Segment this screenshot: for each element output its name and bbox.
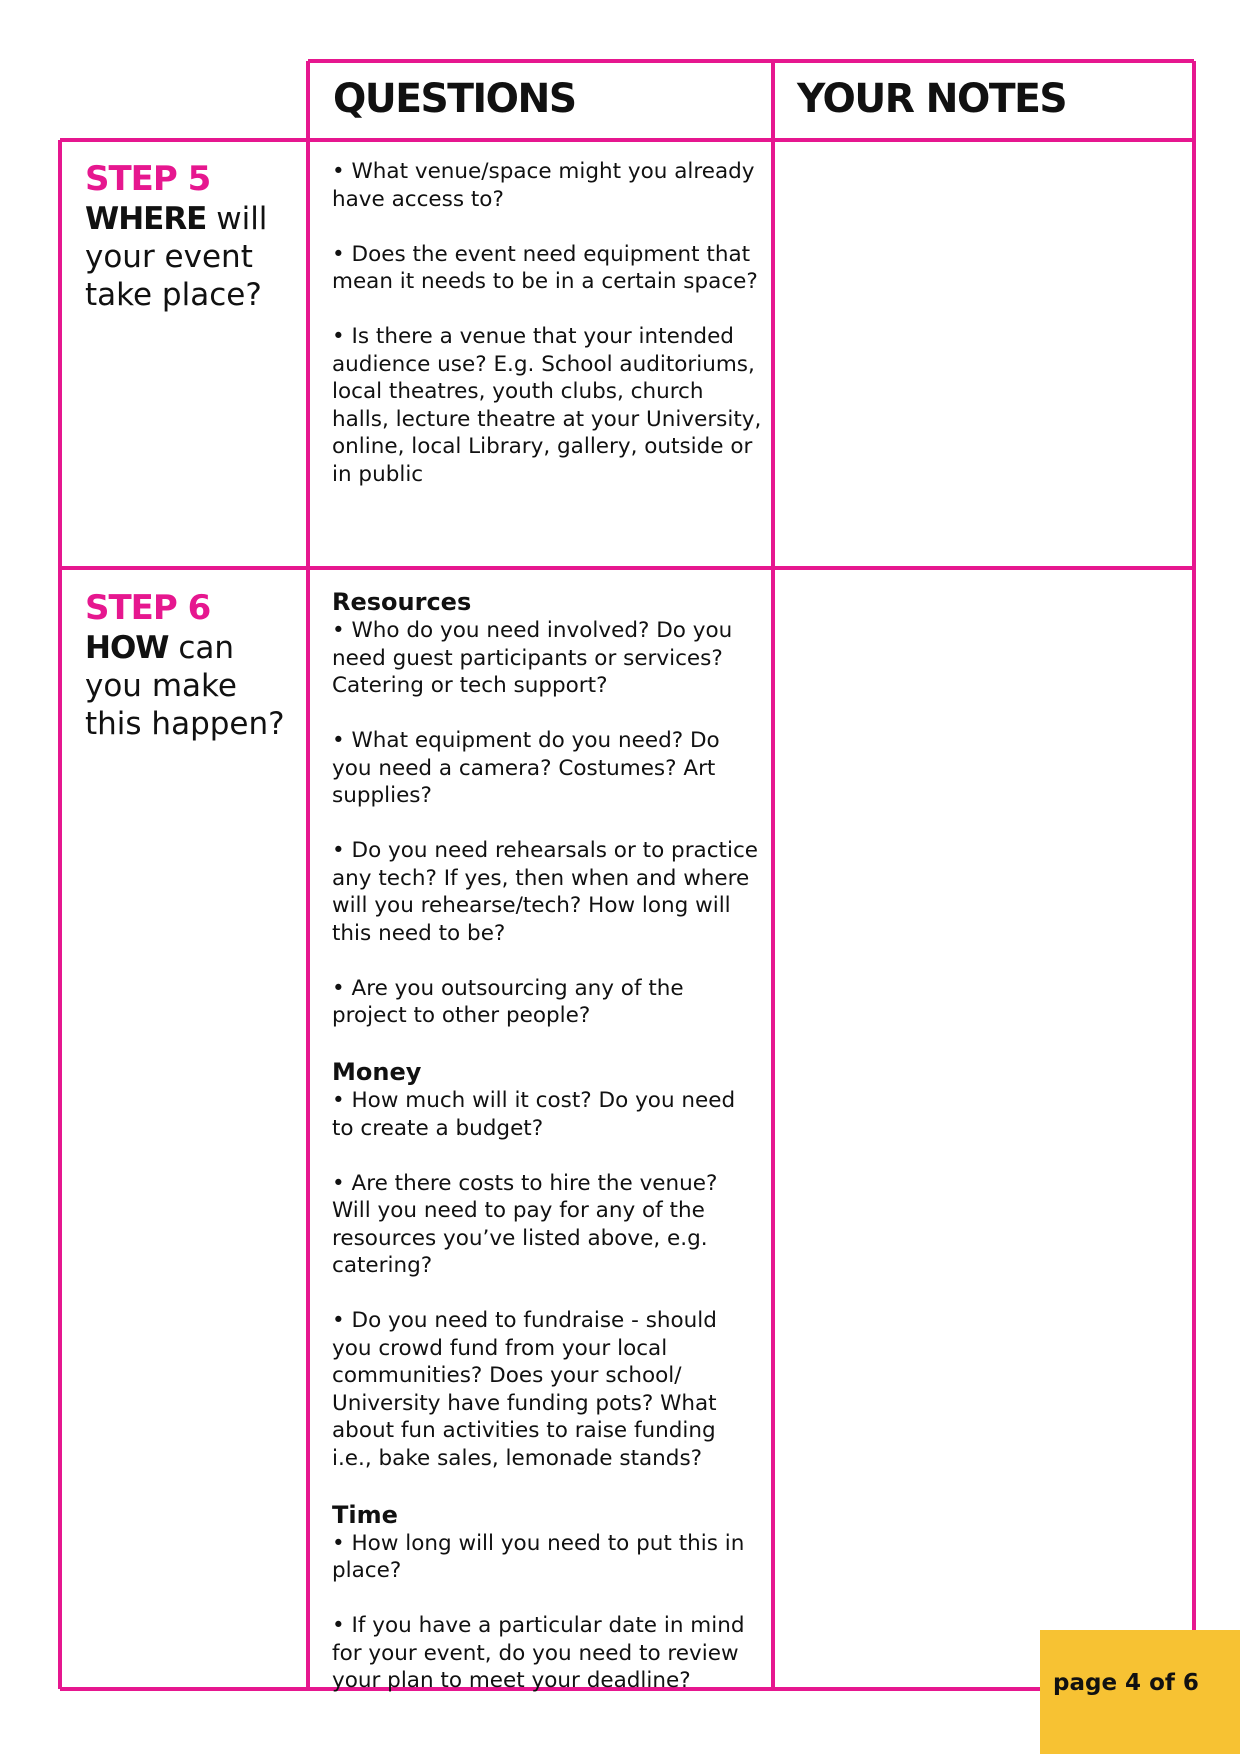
money-question: • Do you need to fundraise - should you crowd fund from your local communities? Does your school/ University have funding pots? What about fun activities to raise funding i.e., bake sales, lemonade stands? [332,1308,717,1471]
questions-header: QUESTIONS [333,76,576,122]
resources-question: • What equipment do you need? Do you need a camera? Costumes? Art supplies? [332,728,720,808]
step6-keyword: HOW [85,630,169,666]
step5-label: STEP 5 [85,159,211,199]
money-question: • How much will it cost? Do you need to create a budget? [332,1088,736,1141]
money-question: • Are there costs to hire the venue? Will you need to pay for any of the resources you’ve listed above, e.g. catering? [332,1170,718,1278]
step5-heading-cell [85,158,295,314]
resources-question: • Are you outsourcing any of the project to other people? [332,975,684,1028]
resources-question: • Do you need rehearsals or to practice any tech? If yes, then when and where will you rehearse/tech? How long will this need to be? [332,838,758,946]
step6-heading-rest: can you make this happen? [85,630,285,742]
step6-heading [85,629,295,743]
step5-keyword: WHERE [85,201,207,237]
step6-questions [332,587,762,1695]
step6-heading-cell [85,587,295,743]
resources-heading: Resources [332,588,472,616]
page-number: page 4 of 6 [1053,1670,1199,1696]
step5-question: • Is there a venue that your intended audience use? E.g. School auditoriums, local theatres, youth clubs, church halls, lecture theatre at your University, online, local Library, gallery, outside or in public [332,324,762,487]
time-question: • How long will you need to put this in place? [332,1530,745,1583]
step5-notes-cell[interactable] [775,142,1192,566]
step5-questions [332,158,762,516]
step6-notes-cell[interactable] [775,570,1192,1687]
money-heading: Money [332,1058,422,1086]
time-question: • If you have a particular date in mind for your event, do you need to review your plan to meet your deadline? [332,1613,745,1693]
step5-heading-rest: will your event take place? [85,201,268,313]
time-heading: Time [332,1500,398,1529]
step5-question: • What venue/space might you already have access to? [332,159,755,212]
step5-question: • Does the event need equipment that mean it needs to be in a certain space? [332,241,758,294]
step5-heading [85,200,295,314]
resources-question: • Who do you need involved? Do you need guest participants or services? Catering or tech support? [332,618,733,698]
step6-label: STEP 6 [85,588,211,628]
notes-header: YOUR NOTES [797,76,1067,122]
